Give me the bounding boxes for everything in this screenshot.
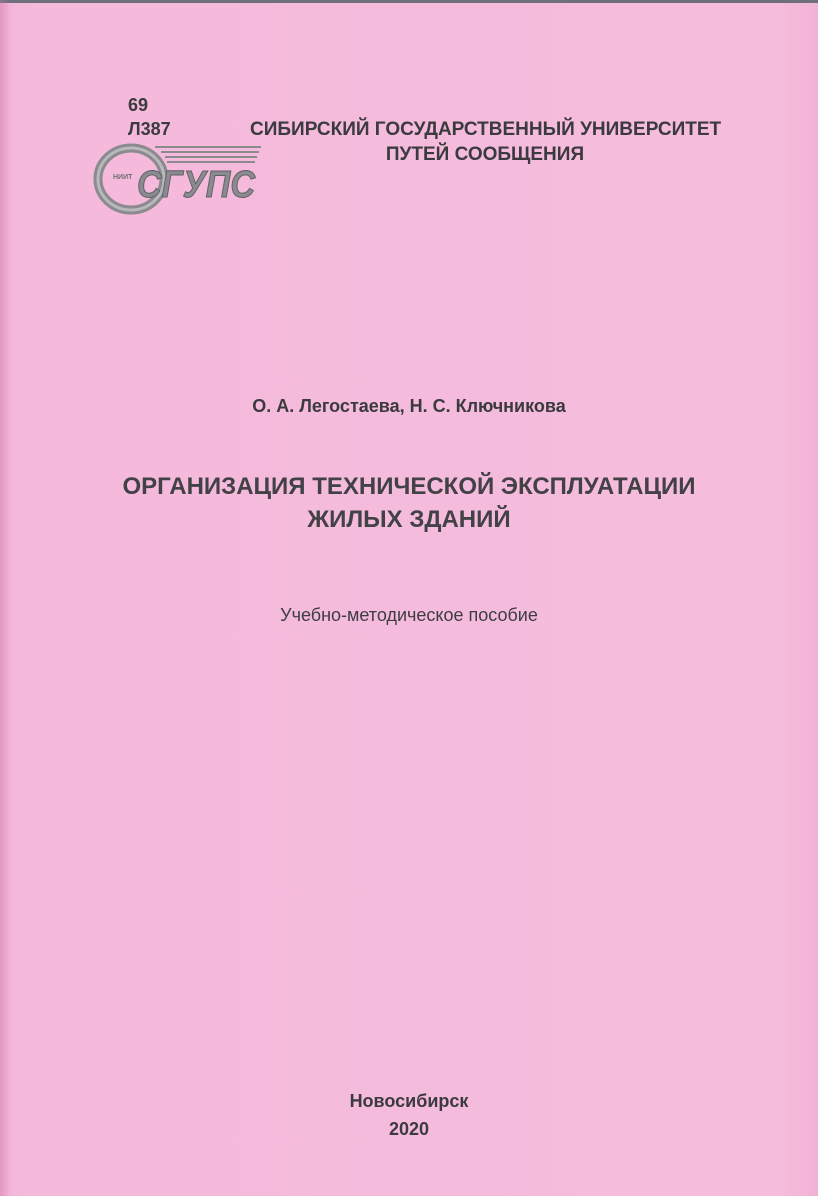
- logo-small-text: НИИТ: [113, 174, 133, 181]
- udc-code: [128, 93, 171, 141]
- book-title: [0, 470, 818, 536]
- authors: О. А. Легостаева, Н. С. Ключникова: [252, 396, 566, 416]
- logo-mark: СГУПС: [137, 164, 256, 206]
- book-subtitle: Учебно-методическое пособие: [280, 605, 538, 625]
- imprint: [0, 1087, 818, 1143]
- imprint-year: 2020: [388, 1119, 430, 1139]
- university-name: [250, 117, 720, 167]
- spine-shadow: [0, 0, 10, 1196]
- university-line-2: ПУТЕЙ СООБЩЕНИЯ: [385, 144, 585, 165]
- udc-line-1: 69: [128, 95, 149, 115]
- udc-line-2: Л387: [128, 119, 171, 139]
- imprint-city: Новосибирск: [349, 1091, 469, 1111]
- title-line-2: ЖИЛЫХ ЗДАНИЙ: [307, 506, 511, 533]
- sgups-logo-icon: [93, 141, 263, 215]
- cover-top-edge: [0, 0, 818, 3]
- university-line-1: СИБИРСКИЙ ГОСУДАРСТВЕННЫЙ УНИВЕРСИТЕТ: [250, 119, 722, 140]
- title-line-1: ОРГАНИЗАЦИЯ ТЕХНИЧЕСКОЙ ЭКСПЛУАТАЦИИ: [122, 473, 696, 500]
